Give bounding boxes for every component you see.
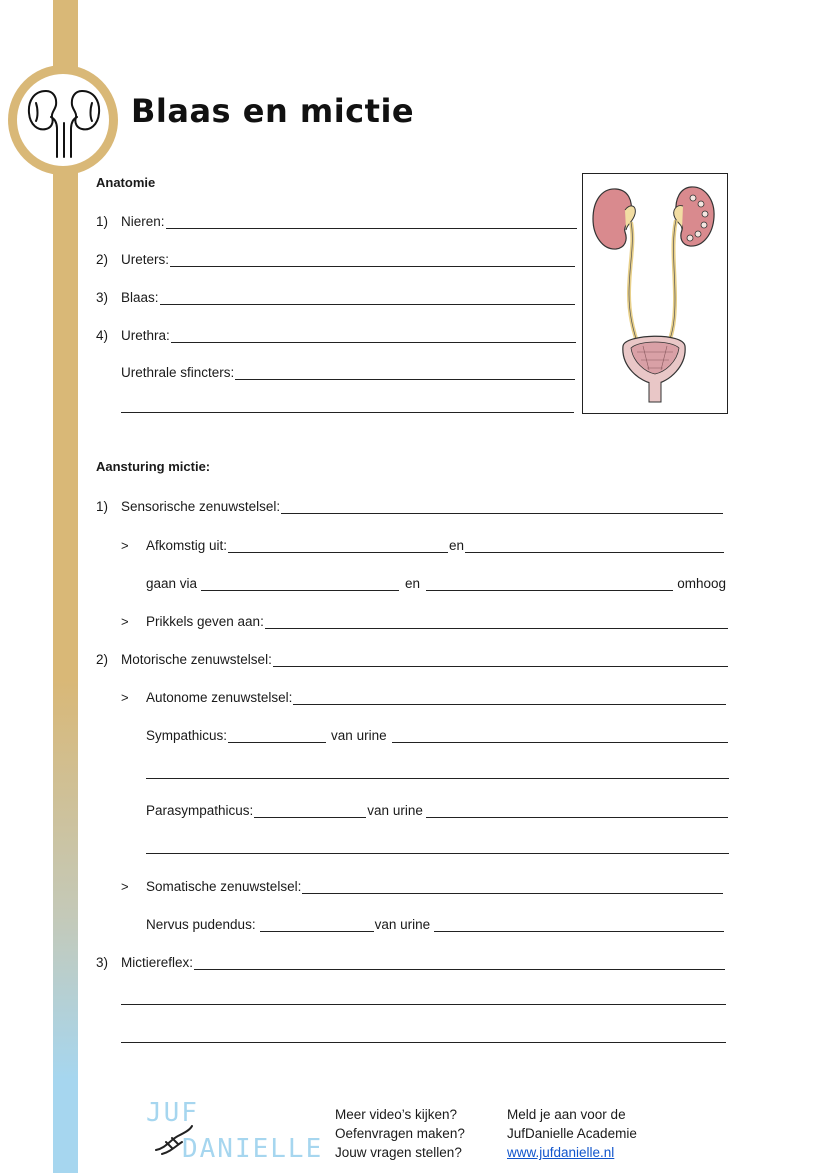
anatomy-item-nieren (96, 212, 578, 229)
chevron-right-icon: > (121, 879, 129, 894)
item-label: Prikkels geven aan: (146, 614, 264, 629)
answer-line[interactable] (121, 412, 574, 413)
answer-line[interactable] (170, 253, 575, 267)
item-label: Parasympathicus: (146, 803, 254, 818)
connector-text: van urine (367, 803, 423, 818)
logo-text-top: JUF (146, 1098, 199, 1128)
answer-line[interactable] (171, 329, 576, 343)
answer-line[interactable] (426, 577, 673, 591)
answer-line[interactable] (254, 804, 366, 818)
footer-line: Jouw vragen stellen? (335, 1145, 462, 1160)
urinary-system-illustration (583, 174, 726, 412)
decorative-side-stripe (53, 0, 78, 1173)
control-item-origin (121, 536, 725, 553)
control-item-somatic (121, 877, 724, 894)
control-item-autonomic (121, 688, 727, 705)
answer-line[interactable] (194, 956, 725, 970)
item-number: 3) (96, 955, 109, 970)
item-label: gaan via (146, 576, 198, 591)
control-item-sensory (96, 497, 724, 514)
item-label: Nieren: (121, 214, 165, 229)
item-label: Autonome zenuwstelsel: (146, 690, 293, 705)
footer-line: Meer video’s kijken? (335, 1107, 458, 1122)
emblem-circle (8, 65, 118, 175)
footer-line: Oefenvragen maken? (335, 1126, 465, 1141)
answer-line[interactable] (235, 366, 575, 380)
anatomy-item-blaas (96, 288, 576, 305)
connector-text: omhoog (677, 576, 726, 591)
section-heading-control: Aansturing mictie: (96, 459, 211, 474)
footer-academy-text (507, 1105, 637, 1162)
logo-text-bottom: DANIELLE (182, 1134, 324, 1164)
chevron-right-icon: > (121, 538, 129, 553)
footer-line: JufDanielle Academie (507, 1126, 637, 1141)
answer-line[interactable] (160, 291, 575, 305)
answer-line[interactable] (228, 729, 326, 743)
answer-line[interactable] (392, 729, 728, 743)
item-number: 1) (96, 499, 109, 514)
control-item-sympathicus (146, 726, 729, 743)
chevron-right-icon: > (121, 690, 129, 705)
page-title: Blaas en mictie (131, 92, 415, 130)
control-item-route (146, 574, 726, 591)
connector-text: van urine (331, 728, 387, 743)
anatomy-item-sfincters (121, 363, 576, 380)
item-number: 1) (96, 214, 109, 229)
answer-line[interactable] (121, 1004, 726, 1005)
item-label: Mictiereflex: (121, 955, 194, 970)
item-label: Somatische zenuwstelsel: (146, 879, 302, 894)
answer-line[interactable] (281, 500, 723, 514)
answer-line[interactable] (166, 215, 577, 229)
control-item-motor (96, 650, 729, 667)
item-label: Nervus pudendus: (146, 917, 256, 932)
footer-line: Meld je aan voor de (507, 1107, 626, 1122)
item-number: 2) (96, 652, 109, 667)
jufdanielle-logo (146, 1098, 324, 1168)
control-item-stimuli (121, 612, 729, 629)
answer-line[interactable] (465, 539, 724, 553)
item-label: Urethrale sfincters: (121, 365, 235, 380)
item-number: 4) (96, 328, 109, 343)
answer-line[interactable] (293, 691, 726, 705)
item-label: Blaas: (121, 290, 159, 305)
section-heading-anatomy: Anatomie (96, 175, 156, 190)
connector-text: en (449, 538, 465, 553)
kidneys-icon (24, 83, 104, 161)
item-label: Ureters: (121, 252, 170, 267)
item-label: Urethra: (121, 328, 170, 343)
answer-line[interactable] (434, 918, 724, 932)
website-link[interactable]: www.jufdanielle.nl (507, 1145, 615, 1160)
connector-text: en (405, 576, 421, 591)
answer-line[interactable] (201, 577, 399, 591)
item-label: Sympathicus: (146, 728, 228, 743)
answer-line[interactable] (265, 615, 728, 629)
item-number: 3) (96, 290, 109, 305)
answer-line[interactable] (121, 1042, 726, 1043)
answer-line[interactable] (273, 653, 728, 667)
footer-promo-text (335, 1105, 465, 1162)
anatomy-item-ureters (96, 250, 576, 267)
item-label: Afkomstig uit: (146, 538, 228, 553)
answer-line[interactable] (146, 853, 729, 854)
chevron-right-icon: > (121, 614, 129, 629)
control-item-parasympathicus (146, 801, 729, 818)
answer-line[interactable] (426, 804, 728, 818)
item-number: 2) (96, 252, 109, 267)
control-item-reflex (96, 953, 726, 970)
anatomy-item-urethra (96, 326, 577, 343)
control-item-pudendus (146, 915, 725, 932)
answer-line[interactable] (302, 880, 723, 894)
urinary-system-figure (582, 173, 728, 414)
item-label: Sensorische zenuwstelsel: (121, 499, 281, 514)
item-label: Motorische zenuwstelsel: (121, 652, 272, 667)
answer-line[interactable] (260, 918, 374, 932)
connector-text: van urine (374, 917, 431, 932)
answer-line[interactable] (228, 539, 448, 553)
answer-line[interactable] (146, 778, 729, 779)
